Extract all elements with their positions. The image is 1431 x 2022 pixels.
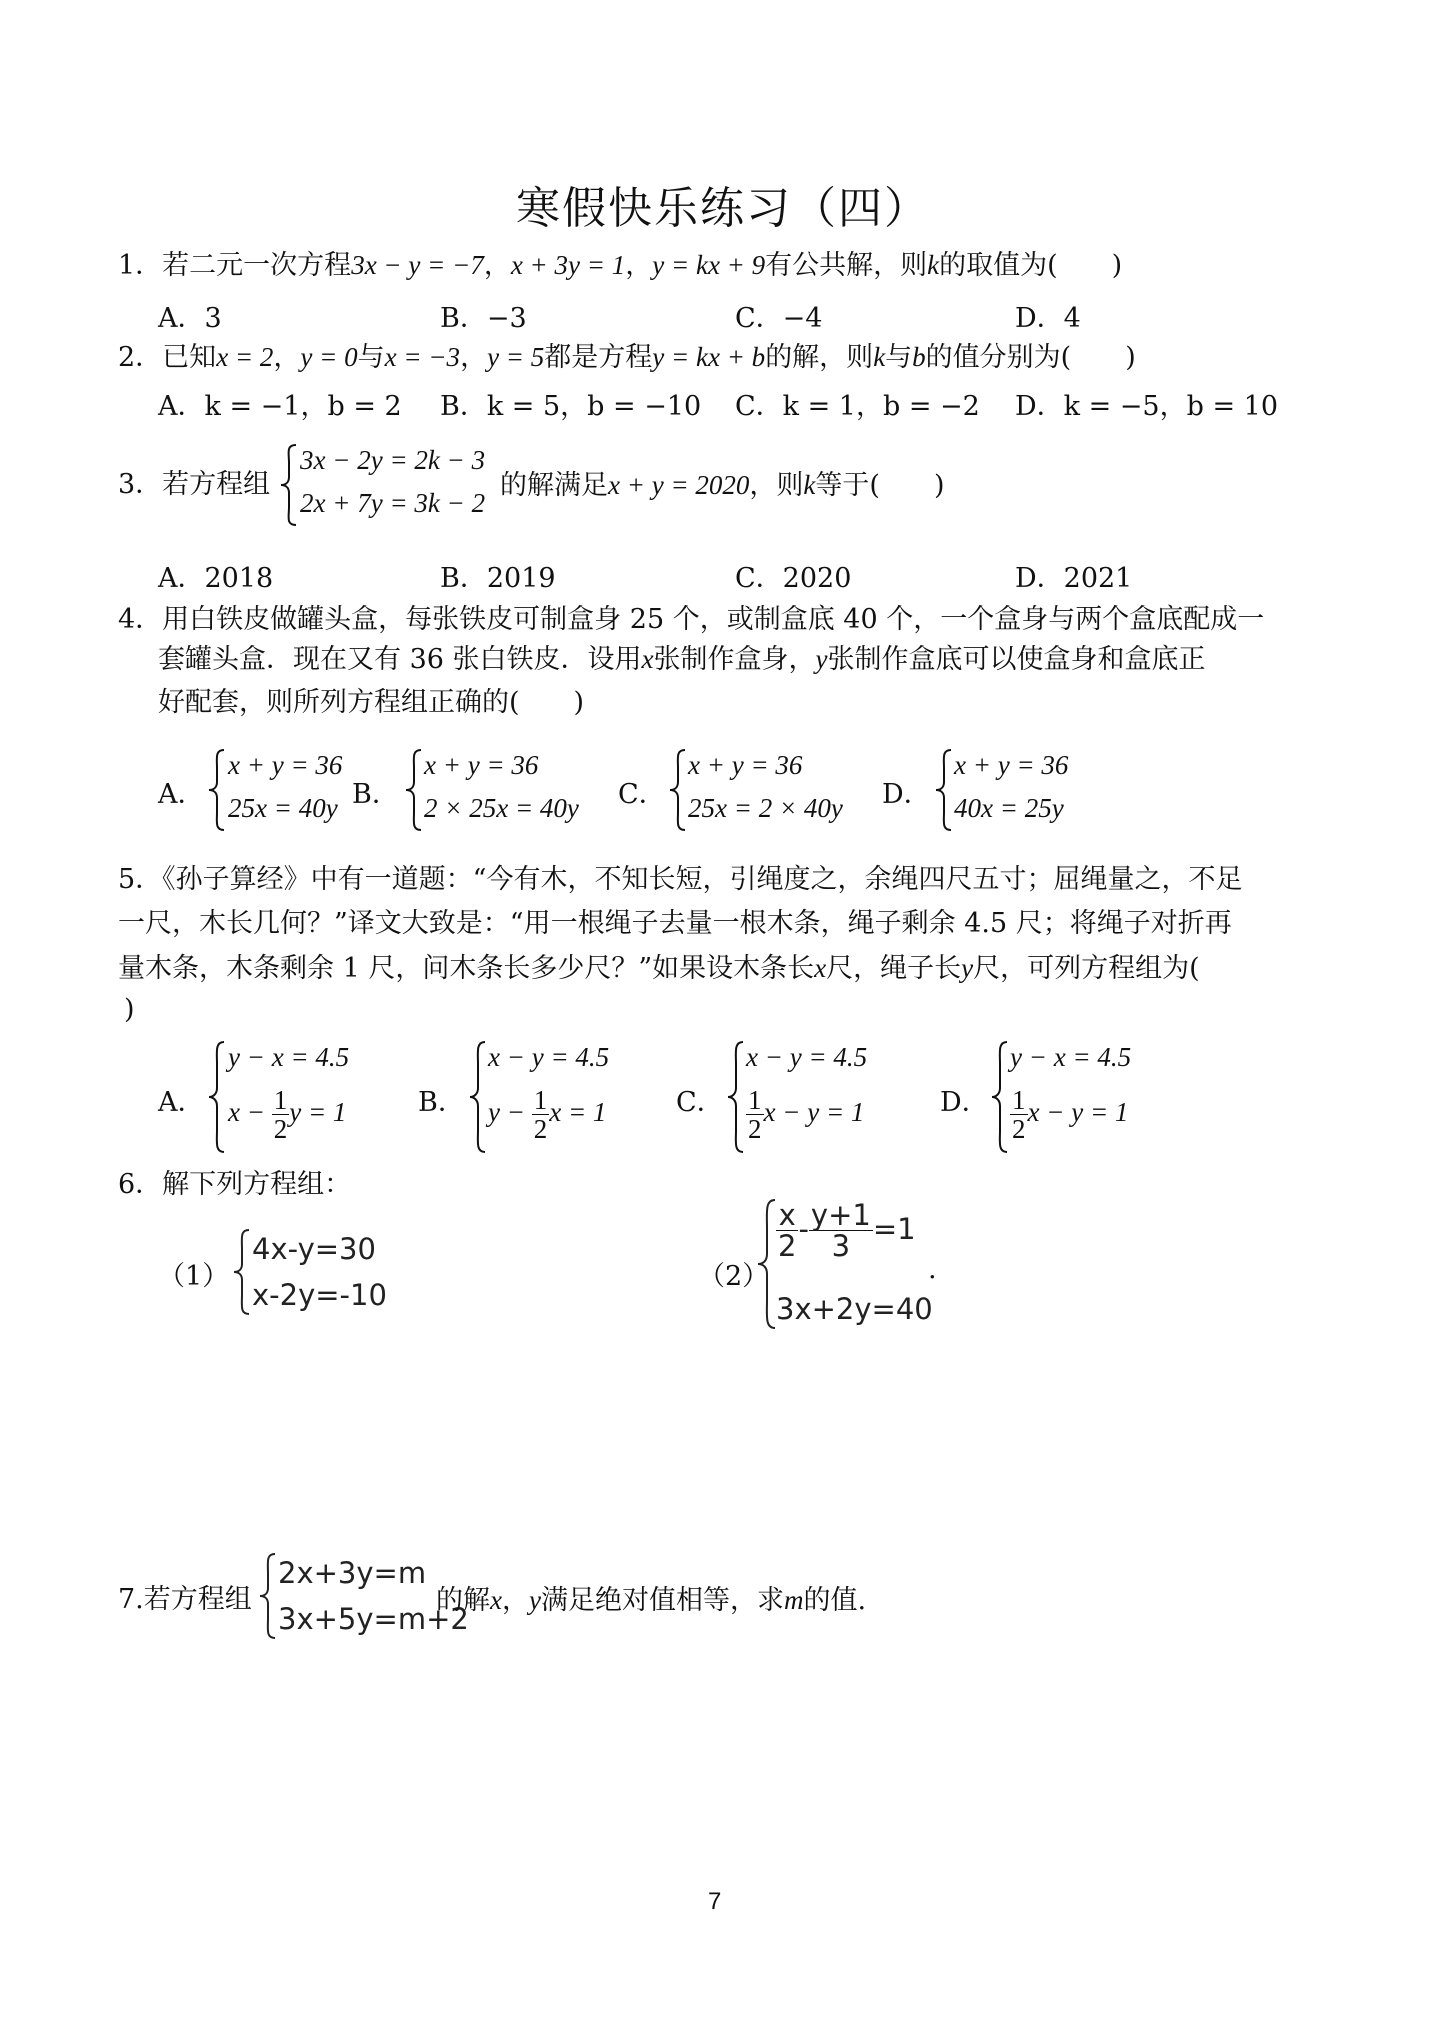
q6-p2-fraction-2: $\frac{y+1}{3}$	[810, 1198, 871, 1264]
q6-part-2-label: （2）	[698, 1261, 770, 1292]
q2-option-a: A．k = −1，b = 2	[158, 391, 402, 422]
q3-prefix: 3．若方程组	[118, 469, 271, 500]
q5-c-eq-2: $\frac{1}{2}$ x − y = 1	[748, 1085, 865, 1145]
q1-equation-2: x + 3y = 1	[510, 250, 626, 280]
q5-option-d-label: D．	[940, 1087, 989, 1118]
q5-brace-d	[990, 1040, 1010, 1154]
page-title: 寒假快乐练习（四）	[516, 183, 930, 234]
q4-a-eq-2: 25x = 40y	[228, 793, 338, 823]
question-2: 2．已知x = 2，y = 0与x = −3，y = 5都是方程y = kx + b的解，则k与b的值分别为( )	[118, 342, 1136, 373]
q6-brace-2	[756, 1198, 778, 1330]
q3-eq-2: 2x + 7y = 3k − 2	[300, 488, 486, 518]
question-1: 1．若二元一次方程3x − y = −7，x + 3y = 1，y = kx + 9有公共解，则k的取值为( )	[118, 250, 1123, 281]
q3-option-a: A．2018	[158, 563, 274, 594]
q4-option-b-label: B．	[352, 779, 399, 810]
q4-c-eq-2: 25x = 2 × 40y	[688, 793, 843, 823]
q4-line-1: 4．用白铁皮做罐头盒，每张铁皮可制盒身 25 个，或制盒底 40 个，一个盒身与两个盒底配成一	[118, 604, 1265, 635]
page-number: 7	[708, 1888, 722, 1915]
q7-eq-2: 3x+5y=m+2	[278, 1602, 469, 1636]
q4-line-2: 套罐头盒．现在又有 36 张白铁皮．设用x张制作盒身，y张制作盒底可以使盒身和盒底正	[158, 644, 1206, 675]
q1-text: 1．若二元一次方程	[118, 250, 352, 281]
q5-b-eq-1: x − y = 4.5	[488, 1042, 610, 1072]
q5-option-a-label: A．	[158, 1087, 205, 1118]
q5-c-eq-1: x − y = 4.5	[746, 1042, 868, 1072]
q1-option-a: A．3	[158, 303, 222, 334]
q4-option-a-label: A．	[158, 779, 205, 810]
q2-option-b: B．k = 5，b = −10	[440, 391, 702, 422]
q4-brace-c	[668, 748, 688, 832]
q4-brace-a	[207, 748, 227, 832]
q3-suffix: 的解满足x + y = 2020，则k等于( )	[500, 470, 945, 501]
q1-equation-1: 3x − y = −7	[351, 250, 484, 280]
q5-a-fraction: $\frac{1}{2}$	[273, 1085, 288, 1145]
q7-prefix: 7.若方程组	[118, 1584, 252, 1615]
q1-option-d: D．4	[1015, 303, 1081, 334]
q4-d-eq-1: x + y = 36	[954, 750, 1069, 780]
q5-line-3: 量木条，木条剩余 1 尺，问木条长多少尺？”如果设木条长x尺，绳子长y尺，可列方程组为(	[118, 953, 1200, 984]
q5-brace-a	[207, 1040, 227, 1154]
q5-option-b-label: B．	[418, 1087, 465, 1118]
q4-d-eq-2: 40x = 25y	[954, 793, 1064, 823]
q5-line-4: )	[124, 994, 135, 1025]
q1-equation-3: y = kx + 9	[652, 250, 766, 280]
q5-b-fraction: $\frac{1}{2}$	[533, 1085, 548, 1145]
q4-option-c-label: C．	[618, 779, 666, 810]
q4-b-eq-2: 2 × 25x = 40y	[424, 793, 579, 823]
q5-brace-c	[726, 1040, 746, 1154]
q6-p2-fraction-1: $\frac{x}{2}$	[778, 1198, 797, 1264]
q3-eq-1: 3x − 2y = 2k − 3	[300, 445, 486, 475]
q4-brace-b	[404, 748, 424, 832]
q5-line-1: 5．《孙子算经》中有一道题：“今有木，不知长短，引绳度之，余绳四尺五寸；屈绳量之，不足	[118, 864, 1243, 895]
q5-d-eq-2: $\frac{1}{2}$ x − y = 1	[1012, 1085, 1129, 1145]
q4-b-eq-1: x + y = 36	[424, 750, 539, 780]
q3-option-b: B．2019	[440, 563, 556, 594]
q5-a-eq-2: x − $\frac{1}{2}$ y = 1	[228, 1085, 347, 1145]
q3-brace	[278, 443, 300, 527]
q3-option-d: D．2021	[1015, 563, 1133, 594]
q3-option-c: C．2020	[735, 563, 852, 594]
q6-p1-eq-2: x-2y=-10	[252, 1278, 387, 1312]
q4-brace-d	[934, 748, 954, 832]
q5-a-eq-1: y − x = 4.5	[228, 1042, 350, 1072]
q2-option-d: D．k = −5，b = 10	[1015, 391, 1279, 422]
q4-option-d-label: D．	[882, 779, 931, 810]
q4-line-3: 好配套，则所列方程组正确的( )	[158, 687, 585, 718]
q5-option-c-label: C．	[676, 1087, 724, 1118]
q5-c-fraction: $\frac{1}{2}$	[748, 1085, 762, 1145]
q6-part-1-label: （1）	[158, 1261, 230, 1292]
q6-p1-eq-1: 4x-y=30	[252, 1232, 376, 1266]
q2-option-c: C．k = 1，b = −2	[735, 391, 980, 422]
q1-option-c: C．−4	[735, 303, 823, 334]
q6-text: 6．解下列方程组：	[118, 1169, 352, 1200]
q6-p2-eq-1: $\frac{x}{2}$ - $\frac{y+1}{3}$ =1	[778, 1198, 916, 1264]
q5-brace-b	[468, 1040, 488, 1154]
q6-brace-1	[232, 1228, 252, 1316]
q7-suffix: 的解x，y满足绝对值相等，求m的值.	[436, 1585, 867, 1616]
q5-d-eq-1: y − x = 4.5	[1010, 1042, 1132, 1072]
q5-b-eq-2: y − $\frac{1}{2}$ x = 1	[488, 1085, 607, 1145]
q1-option-b: B．−3	[440, 303, 527, 334]
q6-p2-period: .	[928, 1254, 937, 1285]
q7-eq-1: 2x+3y=m	[278, 1556, 427, 1590]
q4-a-eq-1: x + y = 36	[228, 750, 343, 780]
q7-brace	[258, 1552, 278, 1640]
q5-d-fraction: $\frac{1}{2}$	[1012, 1085, 1026, 1145]
q6-p2-eq-2: 3x+2y=40	[776, 1292, 933, 1326]
q4-c-eq-1: x + y = 36	[688, 750, 803, 780]
q5-line-2: 一尺，木长几何？”译文大致是：“用一根绳子去量一根木条，绳子剩余 4.5 尺；将绳子对折再	[118, 908, 1232, 939]
